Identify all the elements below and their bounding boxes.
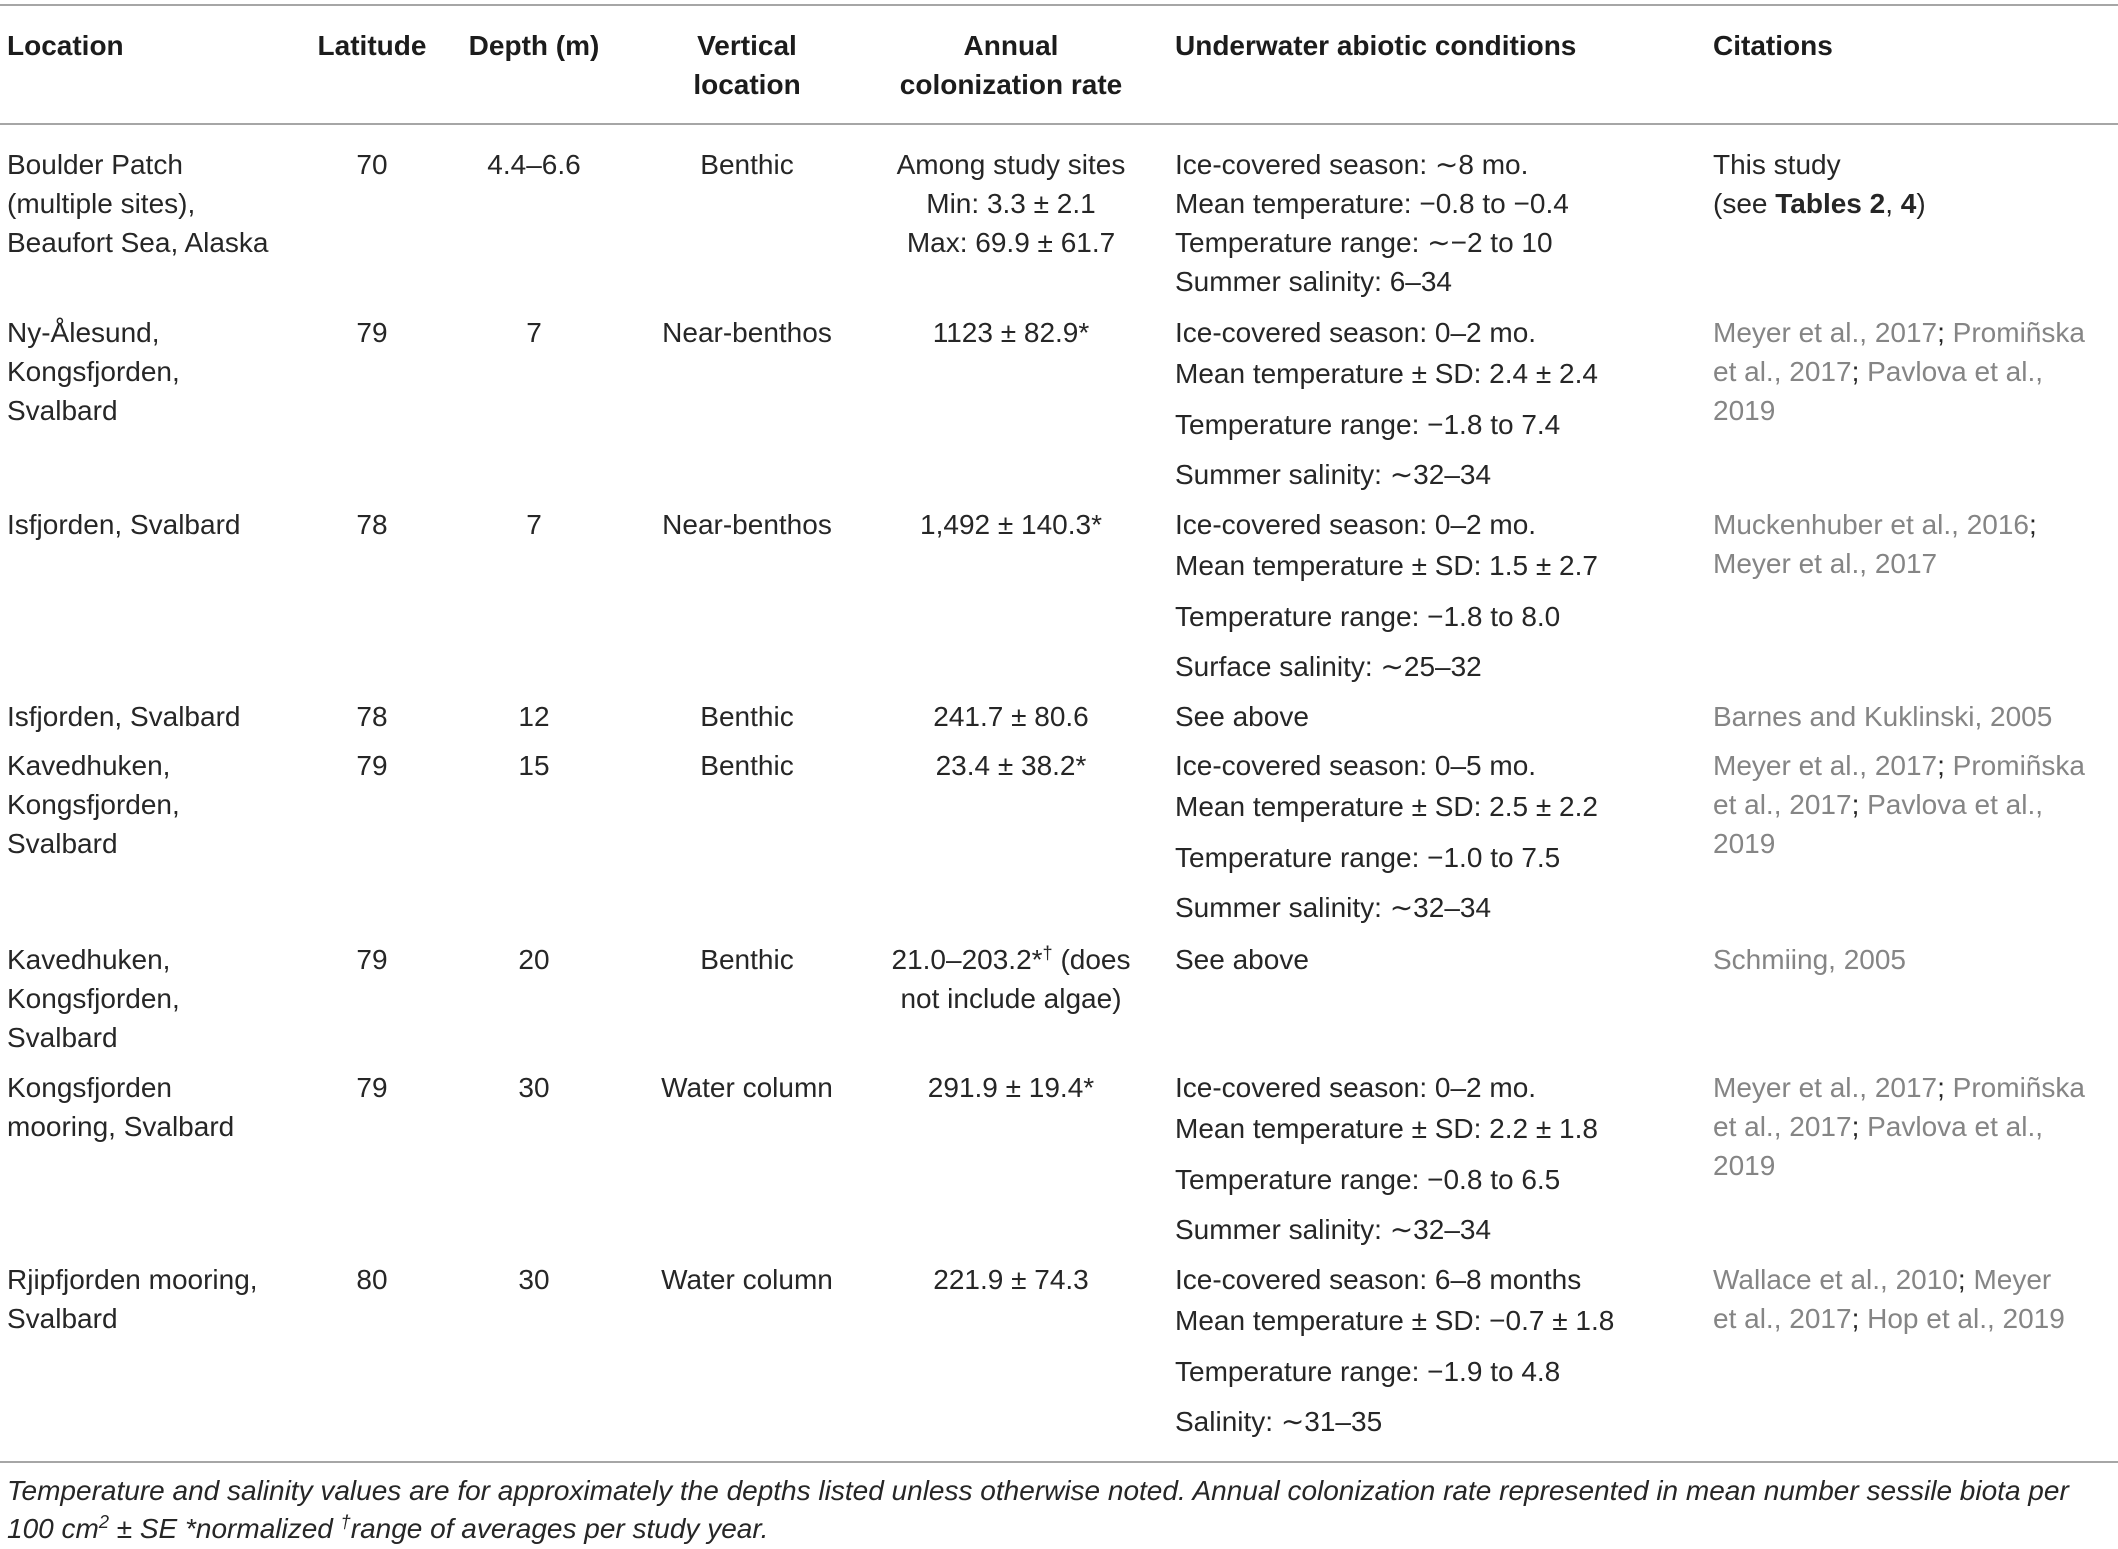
table-2-reference-link[interactable]: Tables 2: [1775, 188, 1886, 219]
row-annual-colonization-rate: [850, 145, 1172, 262]
depth-value: 30: [518, 1072, 550, 1103]
latitude-value: 79: [356, 750, 388, 781]
header-vertical-location-line: location: [693, 69, 801, 100]
row-citations: [1713, 313, 2113, 430]
depth-value: 20: [518, 944, 550, 975]
citation-text: ,: [1885, 188, 1901, 219]
colonization-rate-line: [850, 940, 1172, 979]
row-latitude: [297, 505, 447, 544]
citation-line: [1713, 184, 2113, 223]
citation-link-line[interactable]: Meyer et al., 2017; Promiñska: [1713, 1072, 2085, 1103]
dagger-footnote-mark: †: [1042, 943, 1053, 963]
depth-value: 4.4–6.6: [487, 149, 581, 180]
location-line: Beaufort Sea, Alaska: [7, 227, 269, 258]
footnote-text: ± SE *normalized: [108, 1513, 341, 1544]
vertical-location-value: Water column: [661, 1264, 833, 1295]
table-top-rule: [0, 4, 2118, 6]
vertical-location-value: Benthic: [700, 149, 794, 180]
row-depth: [454, 313, 614, 352]
header-latitude-label: Latitude: [317, 30, 427, 61]
location-line: Kongsfjorden,: [7, 356, 180, 387]
row-location: [7, 313, 297, 430]
row-depth: [454, 1260, 614, 1299]
abiotic-condition-line: Summer salinity: ∼32–34: [1175, 1214, 1492, 1245]
footnote-text: 100 cm: [7, 1513, 99, 1544]
row-vertical-location: [617, 313, 877, 352]
abiotic-condition-line: Ice-covered season: 0–2 mo.: [1175, 1072, 1537, 1103]
citation-separator: ;: [1957, 1264, 1966, 1295]
citation-separator: ;: [1937, 317, 1945, 348]
abiotic-condition-line: See above: [1175, 701, 1309, 732]
abiotic-condition-line: Mean temperature ± SD: 1.5 ± 2.7: [1175, 550, 1598, 581]
location-line: Kongsfjorden: [7, 1072, 173, 1103]
row-citations: [1713, 940, 2113, 979]
row-location: [7, 1260, 297, 1338]
depth-value: 15: [518, 750, 550, 781]
citation-separator: ;: [2028, 509, 2037, 540]
row-citations: [1713, 505, 2113, 583]
abiotic-condition-line: Mean temperature ± SD: 2.5 ± 2.2: [1175, 791, 1598, 822]
vertical-location-value: Water column: [661, 1072, 833, 1103]
colonization-rate-line: not include algae): [900, 983, 1122, 1014]
location-line: Svalbard: [7, 828, 118, 859]
location-line: Isfjorden, Svalbard: [7, 509, 241, 540]
vertical-location-value: Near-benthos: [662, 317, 832, 348]
location-line: Svalbard: [7, 1022, 118, 1053]
dagger-footnote-mark: †: [340, 1512, 351, 1532]
citation-line: This study: [1713, 149, 1841, 180]
row-depth: [454, 697, 614, 736]
row-vertical-location: [617, 697, 877, 736]
abiotic-condition-line: Temperature range: −1.8 to 8.0: [1175, 601, 1561, 632]
row-latitude: [297, 1260, 447, 1299]
header-vertical-location: [617, 26, 877, 104]
row-latitude: [297, 313, 447, 352]
row-annual-colonization-rate: [850, 940, 1172, 1018]
location-line: (multiple sites),: [7, 188, 196, 219]
row-annual-colonization-rate: [850, 313, 1172, 352]
colonization-rate-line: 23.4 ± 38.2*: [935, 750, 1087, 781]
row-citations: [1713, 145, 2113, 223]
header-citations: [1713, 26, 2113, 65]
citation-link-line[interactable]: Meyer et al., 2017; Promiñska: [1713, 317, 2085, 348]
row-latitude: [297, 746, 447, 785]
superscript-2: 2: [98, 1512, 109, 1532]
header-annual-colonization-rate-line: colonization rate: [899, 69, 1123, 100]
abiotic-condition-line: Ice-covered season: ∼8 mo.: [1175, 149, 1529, 180]
citation-link-line[interactable]: Barnes and Kuklinski, 2005: [1713, 701, 2053, 732]
row-vertical-location: [617, 746, 877, 785]
table-4-reference-link[interactable]: 4: [1900, 188, 1917, 219]
abiotic-condition-line: Surface salinity: ∼25–32: [1175, 651, 1482, 682]
abiotic-condition-line: Mean temperature ± SD: 2.2 ± 1.8: [1175, 1113, 1598, 1144]
row-location: [7, 145, 297, 262]
abiotic-condition-line: Temperature range: −1.9 to 4.8: [1175, 1356, 1561, 1387]
colonization-rate-line: 1123 ± 82.9*: [932, 317, 1090, 348]
colonization-rate-line: Among study sites: [896, 149, 1126, 180]
footnote-line: [7, 1510, 2113, 1548]
header-citations-label: Citations: [1713, 30, 1833, 61]
latitude-value: 78: [356, 509, 388, 540]
citation-link-line[interactable]: Schmiing, 2005: [1713, 944, 1907, 975]
citation-separator: ;: [1851, 789, 1860, 820]
header-location-label: Location: [7, 30, 124, 61]
location-line: Kongsfjorden,: [7, 789, 180, 820]
location-line: Kongsfjorden,: [7, 983, 180, 1014]
citation-separator: ;: [1851, 1111, 1860, 1142]
citation-link-line[interactable]: 2019: [1713, 828, 1776, 859]
row-depth: [454, 145, 614, 184]
colonization-rate-line: Max: 69.9 ± 61.7: [906, 227, 1116, 258]
citation-link-line[interactable]: et al., 2017; Pavlova et al.,: [1713, 356, 2043, 387]
row-abiotic-conditions: [1175, 505, 1705, 686]
row-latitude: [297, 697, 447, 736]
row-citations: [1713, 1068, 2113, 1185]
table-bottom-rule: [0, 1461, 2118, 1463]
row-citations: [1713, 1260, 2113, 1338]
citation-link-line[interactable]: et al., 2017; Pavlova et al.,: [1713, 789, 2043, 820]
row-location: [7, 940, 297, 1057]
footnote-text: range of averages per study year.: [350, 1513, 769, 1544]
vertical-location-value: Benthic: [700, 701, 794, 732]
row-abiotic-conditions: [1175, 313, 1705, 494]
row-annual-colonization-rate: [850, 1068, 1172, 1107]
latitude-value: 80: [356, 1264, 388, 1295]
colonization-rate-line: 1,492 ± 140.3*: [920, 509, 1102, 540]
abiotic-condition-line: See above: [1175, 944, 1309, 975]
abiotic-condition-line: Ice-covered season: 0–2 mo.: [1175, 509, 1537, 540]
abiotic-condition-line: Temperature range: −1.0 to 7.5: [1175, 842, 1561, 873]
vertical-location-value: Near-benthos: [662, 509, 832, 540]
row-depth: [454, 1068, 614, 1107]
row-vertical-location: [617, 940, 877, 979]
header-annual-colonization-rate: [850, 26, 1172, 104]
row-annual-colonization-rate: [850, 505, 1172, 544]
row-annual-colonization-rate: [850, 746, 1172, 785]
depth-value: 7: [526, 509, 542, 540]
row-latitude: [297, 940, 447, 979]
row-citations: [1713, 746, 2113, 863]
depth-value: 30: [518, 1264, 550, 1295]
location-line: Kavedhuken,: [7, 944, 171, 975]
citation-separator: ;: [1937, 1072, 1945, 1103]
citation-text: ): [1916, 188, 1926, 219]
abiotic-condition-line: Mean temperature: −0.8 to −0.4: [1175, 188, 1569, 219]
colonization-rate-note: (does: [1052, 944, 1131, 975]
row-annual-colonization-rate: [850, 1260, 1172, 1299]
row-depth: [454, 940, 614, 979]
row-vertical-location: [617, 145, 877, 184]
latitude-value: 79: [356, 317, 388, 348]
abiotic-condition-line: Ice-covered season: 0–5 mo.: [1175, 750, 1537, 781]
row-vertical-location: [617, 1260, 877, 1299]
header-bottom-rule: [0, 123, 2118, 125]
row-location: [7, 697, 297, 736]
abiotic-condition-line: Temperature range: ∼−2 to 10: [1175, 227, 1553, 258]
location-line: Ny-Ålesund,: [7, 317, 160, 348]
depth-value: 12: [518, 701, 550, 732]
footnote-line: Temperature and salinity values are for approximately the depths listed unless otherwise noted. Annual colonization rate represented in mean number sessile biota per: [7, 1475, 2069, 1506]
citation-link-line[interactable]: et al., 2017; Pavlova et al.,: [1713, 1111, 2043, 1142]
citation-link-line[interactable]: Meyer et al., 2017; Promiñska: [1713, 750, 2085, 781]
header-vertical-location-line: Vertical: [697, 30, 797, 61]
row-abiotic-conditions: [1175, 940, 1705, 979]
header-depth-label: Depth (m): [468, 30, 600, 61]
citation-link-line[interactable]: Wallace et al., 2010; Meyer: [1713, 1264, 2052, 1295]
header-depth: [454, 26, 614, 65]
row-location: [7, 505, 297, 544]
vertical-location-value: Benthic: [700, 750, 794, 781]
location-line: Boulder Patch: [7, 149, 183, 180]
header-abiotic-conditions: [1175, 26, 1705, 65]
row-abiotic-conditions: [1175, 1260, 1705, 1441]
location-line: mooring, Svalbard: [7, 1111, 235, 1142]
row-annual-colonization-rate: [850, 697, 1172, 736]
row-vertical-location: [617, 1068, 877, 1107]
citation-separator: ;: [1851, 1303, 1860, 1334]
citation-text: (see: [1713, 188, 1776, 219]
table-footnote: [7, 1472, 2113, 1548]
header-location: [7, 26, 297, 65]
location-line: Isfjorden, Svalbard: [7, 701, 241, 732]
citation-separator: ;: [1851, 356, 1860, 387]
row-abiotic-conditions: [1175, 746, 1705, 927]
row-depth: [454, 505, 614, 544]
row-depth: [454, 746, 614, 785]
abiotic-condition-line: Summer salinity: 6–34: [1175, 266, 1453, 297]
row-citations: [1713, 697, 2113, 736]
header-annual-colonization-rate-line: Annual: [963, 30, 1059, 61]
location-line: Svalbard: [7, 1303, 118, 1334]
colonization-rate-line: 221.9 ± 74.3: [933, 1264, 1089, 1295]
row-latitude: [297, 145, 447, 184]
citation-link-line[interactable]: et al., 2017; Hop et al., 2019: [1713, 1303, 2065, 1334]
citation-link-line[interactable]: Muckenhuber et al., 2016;: [1713, 509, 2037, 540]
location-line: Svalbard: [7, 395, 118, 426]
abiotic-condition-line: Temperature range: −1.8 to 7.4: [1175, 409, 1561, 440]
row-abiotic-conditions: [1175, 145, 1705, 301]
row-abiotic-conditions: [1175, 697, 1705, 736]
abiotic-condition-line: Summer salinity: ∼32–34: [1175, 459, 1492, 490]
header-abiotic-conditions-label: Underwater abiotic conditions: [1175, 30, 1577, 61]
abiotic-condition-line: Temperature range: −0.8 to 6.5: [1175, 1164, 1561, 1195]
latitude-value: 70: [356, 149, 388, 180]
abiotic-condition-line: Mean temperature ± SD: 2.4 ± 2.4: [1175, 358, 1598, 389]
abiotic-condition-line: Mean temperature ± SD: −0.7 ± 1.8: [1175, 1305, 1615, 1336]
location-line: Rjipfjorden mooring,: [7, 1264, 258, 1295]
colonization-rate-line: 291.9 ± 19.4*: [927, 1072, 1095, 1103]
colonization-rate-value: 21.0–203.2*: [891, 944, 1043, 975]
row-latitude: [297, 1068, 447, 1107]
row-vertical-location: [617, 505, 877, 544]
vertical-location-value: Benthic: [700, 944, 794, 975]
colonization-rate-line: 241.7 ± 80.6: [933, 701, 1089, 732]
location-line: Kavedhuken,: [7, 750, 171, 781]
citation-link-line[interactable]: 2019: [1713, 1150, 1776, 1181]
abiotic-condition-line: Salinity: ∼31–35: [1175, 1406, 1383, 1437]
citation-link-line[interactable]: 2019: [1713, 395, 1776, 426]
row-location: [7, 1068, 297, 1146]
header-latitude: [297, 26, 447, 65]
latitude-value: 79: [356, 1072, 388, 1103]
row-abiotic-conditions: [1175, 1068, 1705, 1249]
latitude-value: 78: [356, 701, 388, 732]
abiotic-condition-line: Summer salinity: ∼32–34: [1175, 892, 1492, 923]
colonization-rate-line: Min: 3.3 ± 2.1: [926, 188, 1096, 219]
abiotic-condition-line: Ice-covered season: 6–8 months: [1175, 1264, 1582, 1295]
abiotic-condition-line: Ice-covered season: 0–2 mo.: [1175, 317, 1537, 348]
citation-separator: ;: [1937, 750, 1945, 781]
depth-value: 7: [526, 317, 542, 348]
latitude-value: 79: [356, 944, 388, 975]
citation-link-line[interactable]: Meyer et al., 2017: [1713, 548, 1938, 579]
row-location: [7, 746, 297, 863]
